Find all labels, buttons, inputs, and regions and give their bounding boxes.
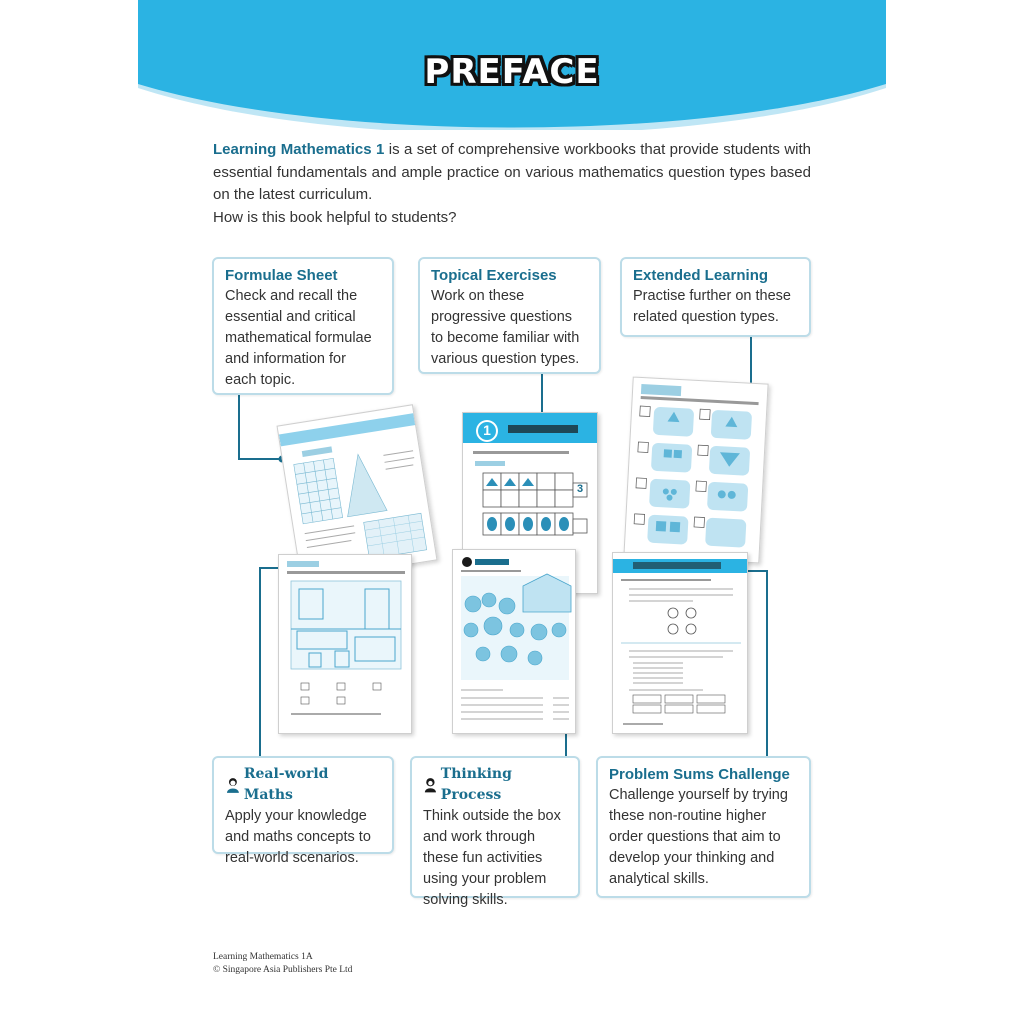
formulae-sheet-box (212, 257, 394, 395)
intro-text: is a set of comprehensive workbooks that provide students with essential fundamentals and ample practice on various mathematics question types based on the latest curriculum. (213, 141, 811, 203)
thinking-process-box (410, 756, 580, 908)
real-world-maths-title: Real-world Maths (243, 766, 329, 803)
thinking-process-title: Thinking Process (440, 766, 512, 803)
real-world-maths-description: Apply your knowledge and maths concepts to real-world scenarios. (225, 808, 371, 866)
footer-copyright: © Singapore Asia Publishers Pte Ltd (213, 965, 353, 975)
thinking-process-description: Think outside the box and work through these fun activities using your problem solving skills. (423, 808, 561, 908)
thinking-process-thumbnail (452, 549, 576, 734)
topical-exercises-box (418, 257, 601, 374)
footer-book-title: Learning Mathematics 1A (213, 952, 313, 962)
extended-learning-thumbnail (623, 377, 768, 564)
intro-question: How is this book helpful to students? (213, 209, 457, 226)
extended-learning-description: Practise further on these related question types. (633, 288, 791, 325)
intro-paragraph (213, 139, 811, 207)
real-world-maths-thumbnail (278, 554, 412, 734)
student-icon (225, 777, 241, 793)
problem-sums-box (596, 756, 811, 898)
book-title: Learning Mathematics 1 (213, 141, 385, 158)
topical-exercises-description: Work on these progressive questions to become familiar with various question types. (431, 288, 580, 367)
problem-sums-description: Challenge yourself by trying these non-routine higher order questions that aim to develop your thinking and analytical skills. (609, 787, 788, 887)
real-world-maths-box (212, 756, 394, 866)
topical-answer: 3 (576, 483, 584, 495)
formulae-sheet-title: Formulae Sheet (225, 267, 338, 284)
topical-number: 1 (483, 422, 491, 438)
topical-exercises-title: Topical Exercises (431, 267, 557, 284)
extended-learning-box (620, 257, 811, 337)
footer (213, 951, 352, 977)
problem-sums-title: Problem Sums Challenge (609, 766, 790, 783)
page-title: PREFACE (424, 52, 600, 92)
extended-learning-title: Extended Learning (633, 267, 769, 284)
formulae-sheet-description: Check and recall the essential and critical mathematical formulae and information for each topic. (225, 288, 372, 388)
problem-sums-thumbnail (612, 552, 748, 734)
thinker-icon (423, 777, 438, 793)
